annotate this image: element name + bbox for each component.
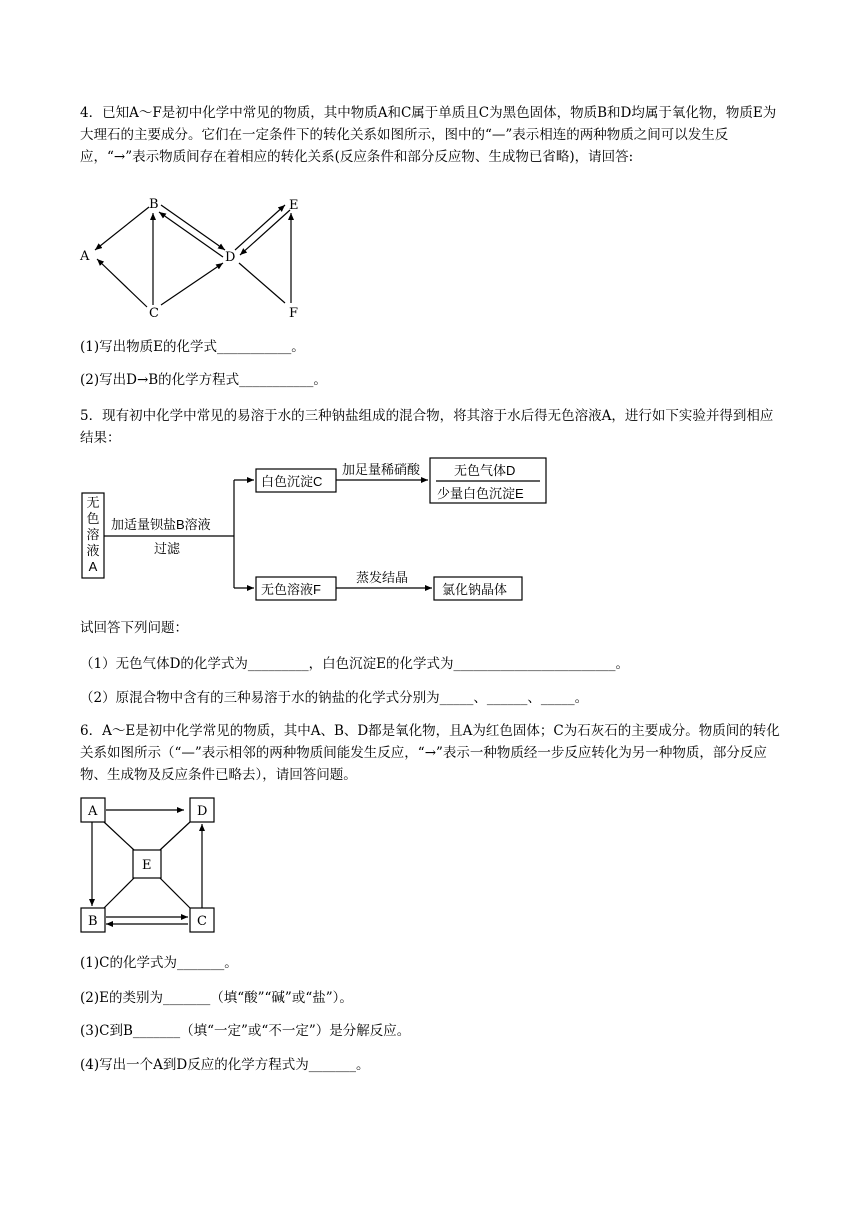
q4-node-b: B: [149, 197, 159, 212]
q5-filter-label: 过滤: [154, 541, 181, 556]
q5-box-solution-a-label: 无色溶液A: [86, 495, 100, 574]
q4-node-d: D: [225, 250, 236, 265]
q5-stem: 5．现有初中化学中常见的易溶于水的三种钠盐组成的混合物，将其溶于水后得无色溶液A，进行如下实验并得到相应结果：: [80, 408, 774, 446]
q5-precipitate-label: 白色沉淀C: [261, 474, 323, 489]
q6-node-b: B: [88, 914, 98, 929]
q4-node-a: A: [80, 249, 90, 264]
q6-stem: 6．A～E是初中化学常见的物质，其中A、B、D都是氧化物，且A为红色固体；C为石灰石的主要成分。物质间的转化关系如图所示（“—”表示相邻的两种物质间能发生反应，“→”表示一种物质经一步反应转化为另一种物质，部分反应物、生成物及反应条件已略去），请回答问题。: [80, 723, 780, 783]
q6-sub3: (3)C到B_______（填“一定”或“不一定”）是分解反应。: [80, 1023, 411, 1039]
q6-node-c: C: [197, 914, 207, 929]
q4-arrows: [95, 205, 291, 307]
q6-sub1: (1)C的化学式为_______。: [80, 955, 238, 971]
q6-node-a: A: [88, 804, 98, 819]
q4-stem: 4．已知A～F是初中化学中常见的物质，其中物质A和C属于单质且C为黑色固体，物质B和D均属于氧化物，物质E为大理石的主要成分。它们在一定条件下的转化关系如图所示，图中的“—”表示相连的两种物质之间可以发生反应，“→”表示物质间存在着相应的转化关系(反应条件和部分反应物、生成物已省略)，请回答:: [80, 105, 777, 165]
q4-diagram: [75, 195, 315, 325]
q5-acid-label: 加足量稀硝酸: [342, 462, 421, 477]
q5-intro: 试回答下列问题：: [80, 620, 188, 636]
q5-evaporate-label: 蒸发结晶: [356, 570, 409, 585]
q4-sub2: (2)写出D→B的化学方程式___________。: [80, 372, 327, 388]
q5-gas-label: 无色气体D: [454, 463, 516, 478]
q4-sub1: (1)写出物质E的化学式___________。: [80, 339, 305, 355]
q5-filtrate-label: 无色溶液F: [261, 582, 321, 597]
q6-diagram: [78, 796, 223, 941]
q5-residue-label: 少量白色沉淀E: [437, 486, 524, 501]
q5-sub2: （2）原混合物中含有的三种易溶于水的钠盐的化学式分别为_____、______、_____。: [80, 690, 589, 706]
q4-node-e: E: [289, 198, 299, 213]
q6-sub2: (2)E的类别为_______（填“酸”“碱”或“盐”）。: [80, 990, 353, 1006]
q6-node-e: E: [142, 858, 152, 873]
q5-crystal-label: 氯化钠晶体: [442, 582, 508, 597]
q4-node-f: F: [289, 306, 299, 321]
q5-sub1: （1）无色气体D的化学式为_________，白色沉淀E的化学式为________________________。: [80, 656, 630, 672]
q6-sub4: (4)写出一个A到D反应的化学方程式为_______。: [80, 1057, 370, 1073]
q4-node-c: C: [149, 306, 159, 321]
q6-node-d: D: [197, 804, 208, 819]
q5-flowchart: [78, 458, 558, 606]
q5-reagent-label: 加适量钡盐B溶液: [111, 517, 211, 532]
